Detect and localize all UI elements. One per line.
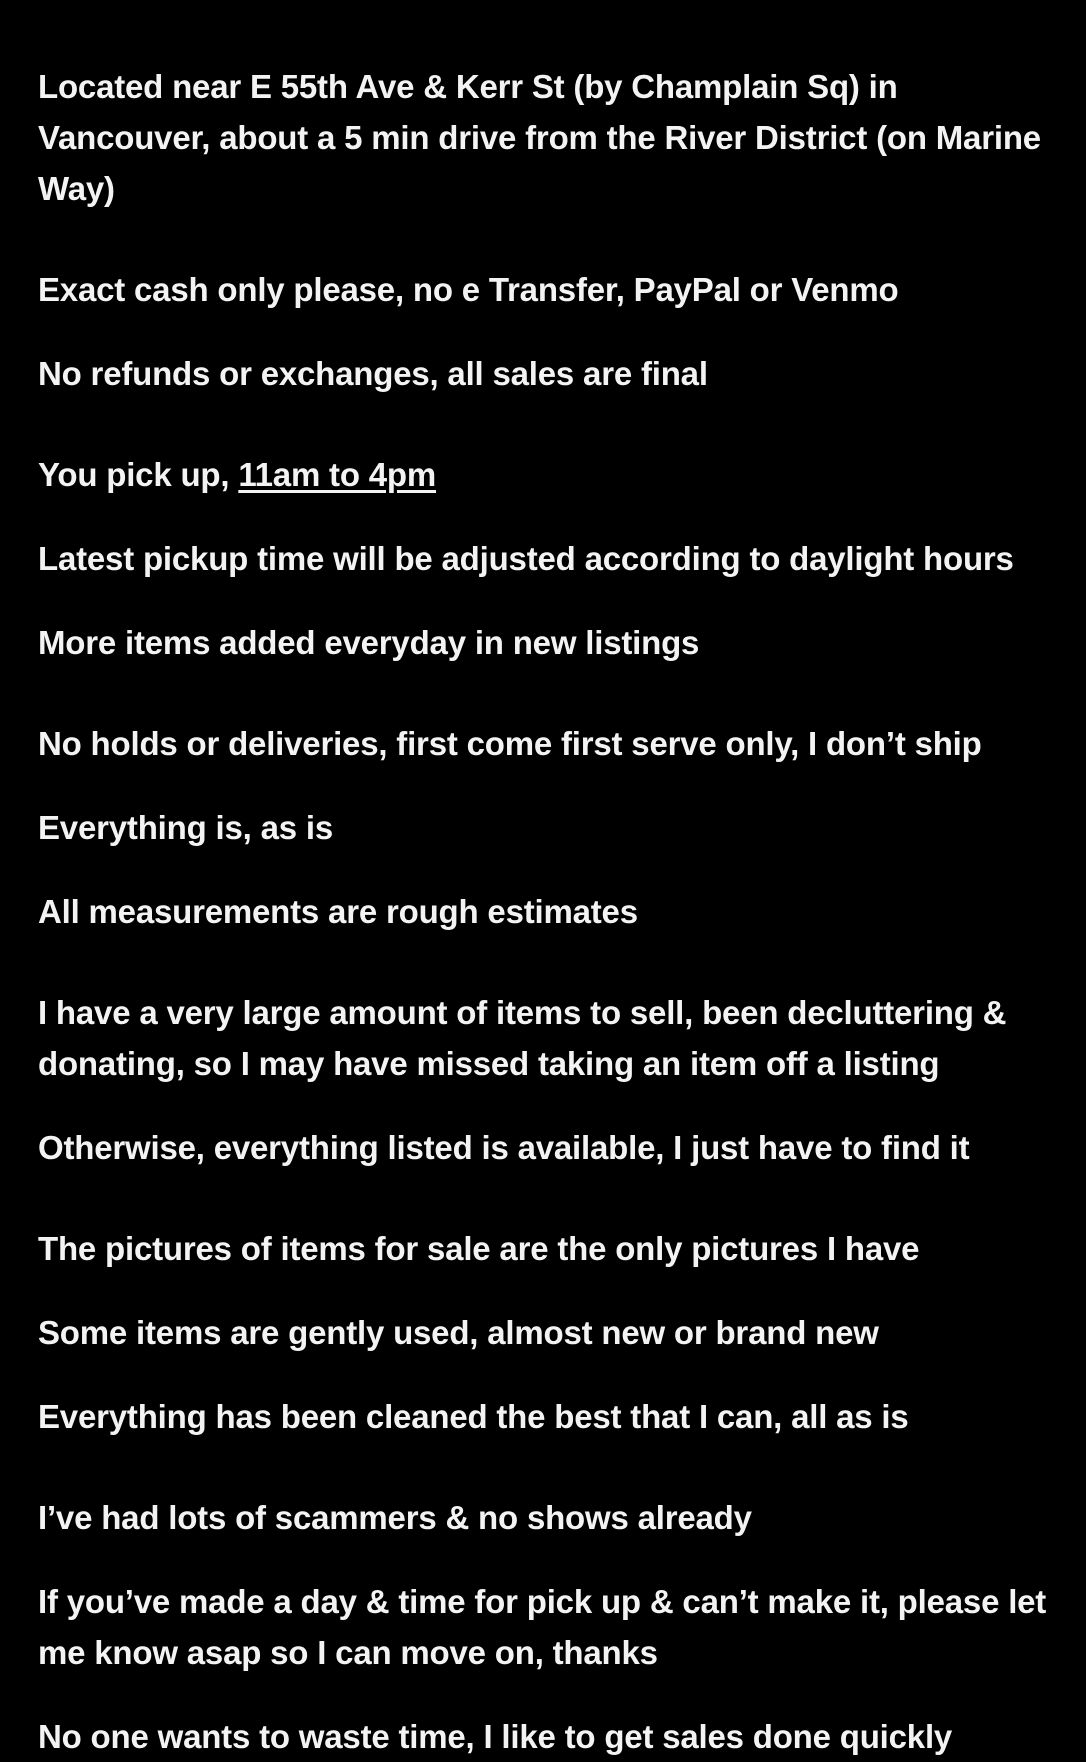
text-line: No holds or deliveries, first come first serve only, I don’t ship — [38, 725, 982, 762]
text-line: Latest pickup time will be adjusted according to daylight hours — [38, 540, 1014, 577]
text-line: No refunds or exchanges, all sales are final — [38, 355, 708, 392]
text-line: More items added everyday in new listings — [38, 624, 700, 661]
paragraph-payment — [38, 264, 1050, 399]
text-line: All measurements are rough estimates — [38, 893, 638, 930]
text-line: No one wants to waste time, I like to get sales done quickly — [38, 1718, 953, 1755]
text-line: Some items are gently used, almost new or brand new — [38, 1314, 879, 1351]
paragraph-condition — [38, 1223, 1050, 1442]
text-line: Otherwise, everything listed is available, I just have to find it — [38, 1129, 970, 1166]
paragraph-pickup — [38, 449, 1050, 668]
paragraph-inventory — [38, 987, 1050, 1173]
text-line: The pictures of items for sale are the only pictures I have — [38, 1230, 920, 1267]
text-line-pickup-hours — [38, 449, 1050, 500]
text-line: I’ve had lots of scammers & no shows already — [38, 1499, 752, 1536]
text-line: If you’ve made a day & time for pick up & can’t make it, please let me know asap so I can move on, thanks — [38, 1583, 1056, 1671]
pickup-prefix: You pick up, — [38, 456, 239, 493]
paragraph-terms — [38, 718, 1050, 937]
text-line: Everything has been cleaned the best that I can, all as is — [38, 1398, 909, 1435]
text-line: Everything is, as is — [38, 809, 333, 846]
text-line: I have a very large amount of items to sell, been decluttering & donating, so I may have missed taking an item off a listing — [38, 994, 1016, 1082]
paragraph-location — [38, 61, 1050, 214]
text-line: Exact cash only please, no e Transfer, PayPal or Venmo — [38, 271, 899, 308]
text-line: Located near E 55th Ave & Kerr St (by Champlain Sq) in Vancouver, about a 5 min drive from the River District (on Marine Way) — [38, 68, 1050, 207]
paragraph-scammers — [38, 1492, 1056, 1762]
pickup-hours-underlined: 11am to 4pm — [238, 456, 437, 493]
